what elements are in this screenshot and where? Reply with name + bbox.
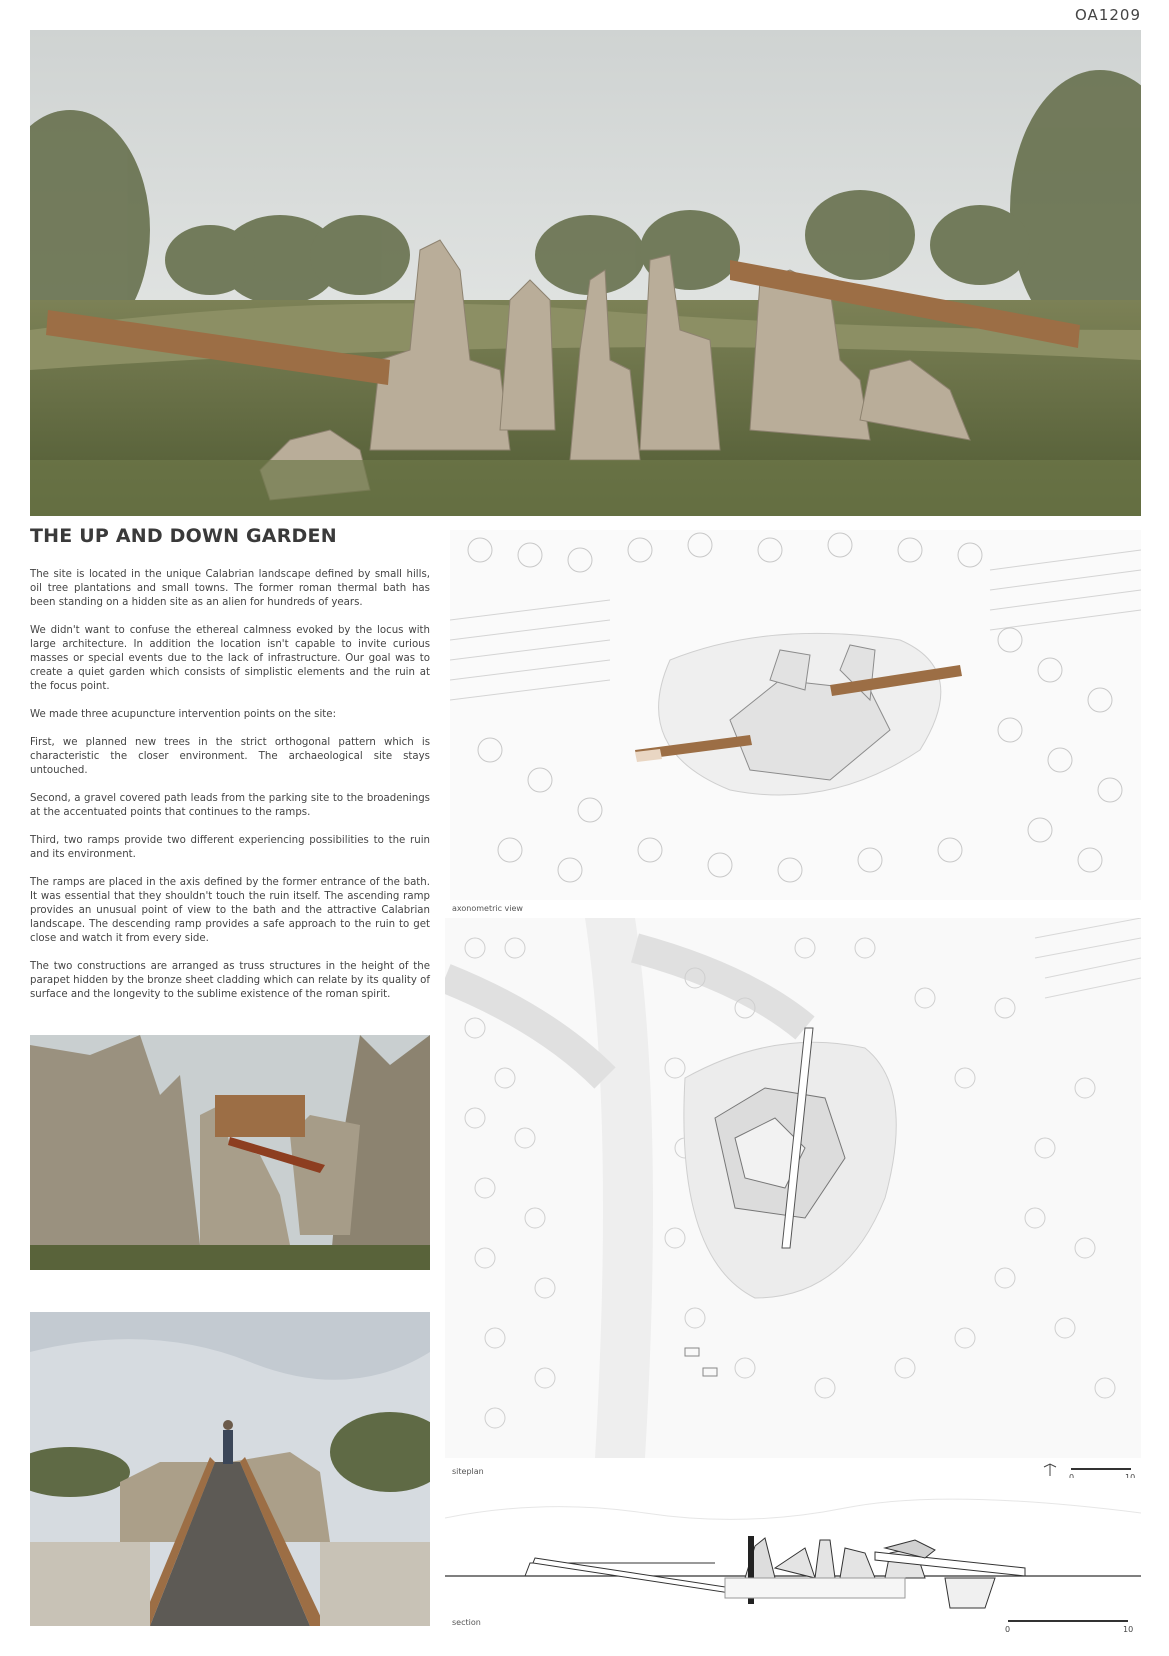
siteplan-caption: siteplan: [452, 1467, 484, 1476]
section-caption: section: [452, 1618, 481, 1627]
paragraph: The two constructions are arranged as truss structures in the height of the parapet hidden by the bronze sheet cladding which can relate by its quality of surface and the longevity to the sublime existence of the roman spirit.: [30, 961, 430, 1000]
paragraph: We didn't want to confuse the ethereal calmness evoked by the locus with large architecture. In addition the location isn't capable to invite curious masses or special events due to the lack of infrastructure. Our goal was to create a quiet garden which consists of simplistic elements and the ruin at the focus point.: [30, 625, 430, 692]
paragraph: The ramps are placed in the axis defined by the former entrance of the bath. It was essential that they shouldn't touch the ruin itself. The ascending ramp provides an unusual point of view to the bath and the attractive Calabrian landscape. The descending ramp provides a safe approach to the ruin to get close and watch it from every side.: [30, 877, 430, 944]
axonometric-drawing: [450, 530, 1141, 900]
section-drawing: [445, 1478, 1141, 1613]
project-code: OA1209: [1075, 6, 1141, 24]
scale-end-label: 10: [1123, 1625, 1134, 1634]
ruin-interior-render: [30, 1035, 430, 1270]
north-arrow-icon: [1043, 1462, 1057, 1476]
hero-render-image: [30, 30, 1141, 516]
ramp-view-render: [30, 1312, 430, 1626]
paragraph: We made three acupuncture intervention points on the site:: [30, 709, 337, 720]
project-title: THE UP AND DOWN GARDEN: [30, 525, 337, 547]
axonometric-caption: axonometric view: [452, 904, 523, 913]
scale-start-label: 0: [1005, 1625, 1011, 1634]
paragraph: First, we planned new trees in the strict orthogonal pattern which is characteristic the closer environment. The archaeological site stays untouched.: [30, 737, 430, 776]
paragraph: Second, a gravel covered path leads from the parking site to the broadenings at the accentuated points that continues to the ramps.: [30, 793, 430, 818]
paragraph: Third, two ramps provide two different experiencing possibilities to the ruin and its environment.: [30, 835, 430, 860]
section-scale-bar: [1005, 1620, 1135, 1638]
description-text: [30, 568, 430, 1016]
siteplan-drawing: [445, 918, 1141, 1458]
paragraph: The site is located in the unique Calabrian landscape defined by small hills, oil tree plantations and small towns. The former roman thermal bath has been standing on a hidden site as an alien for hundreds of years.: [30, 569, 430, 608]
